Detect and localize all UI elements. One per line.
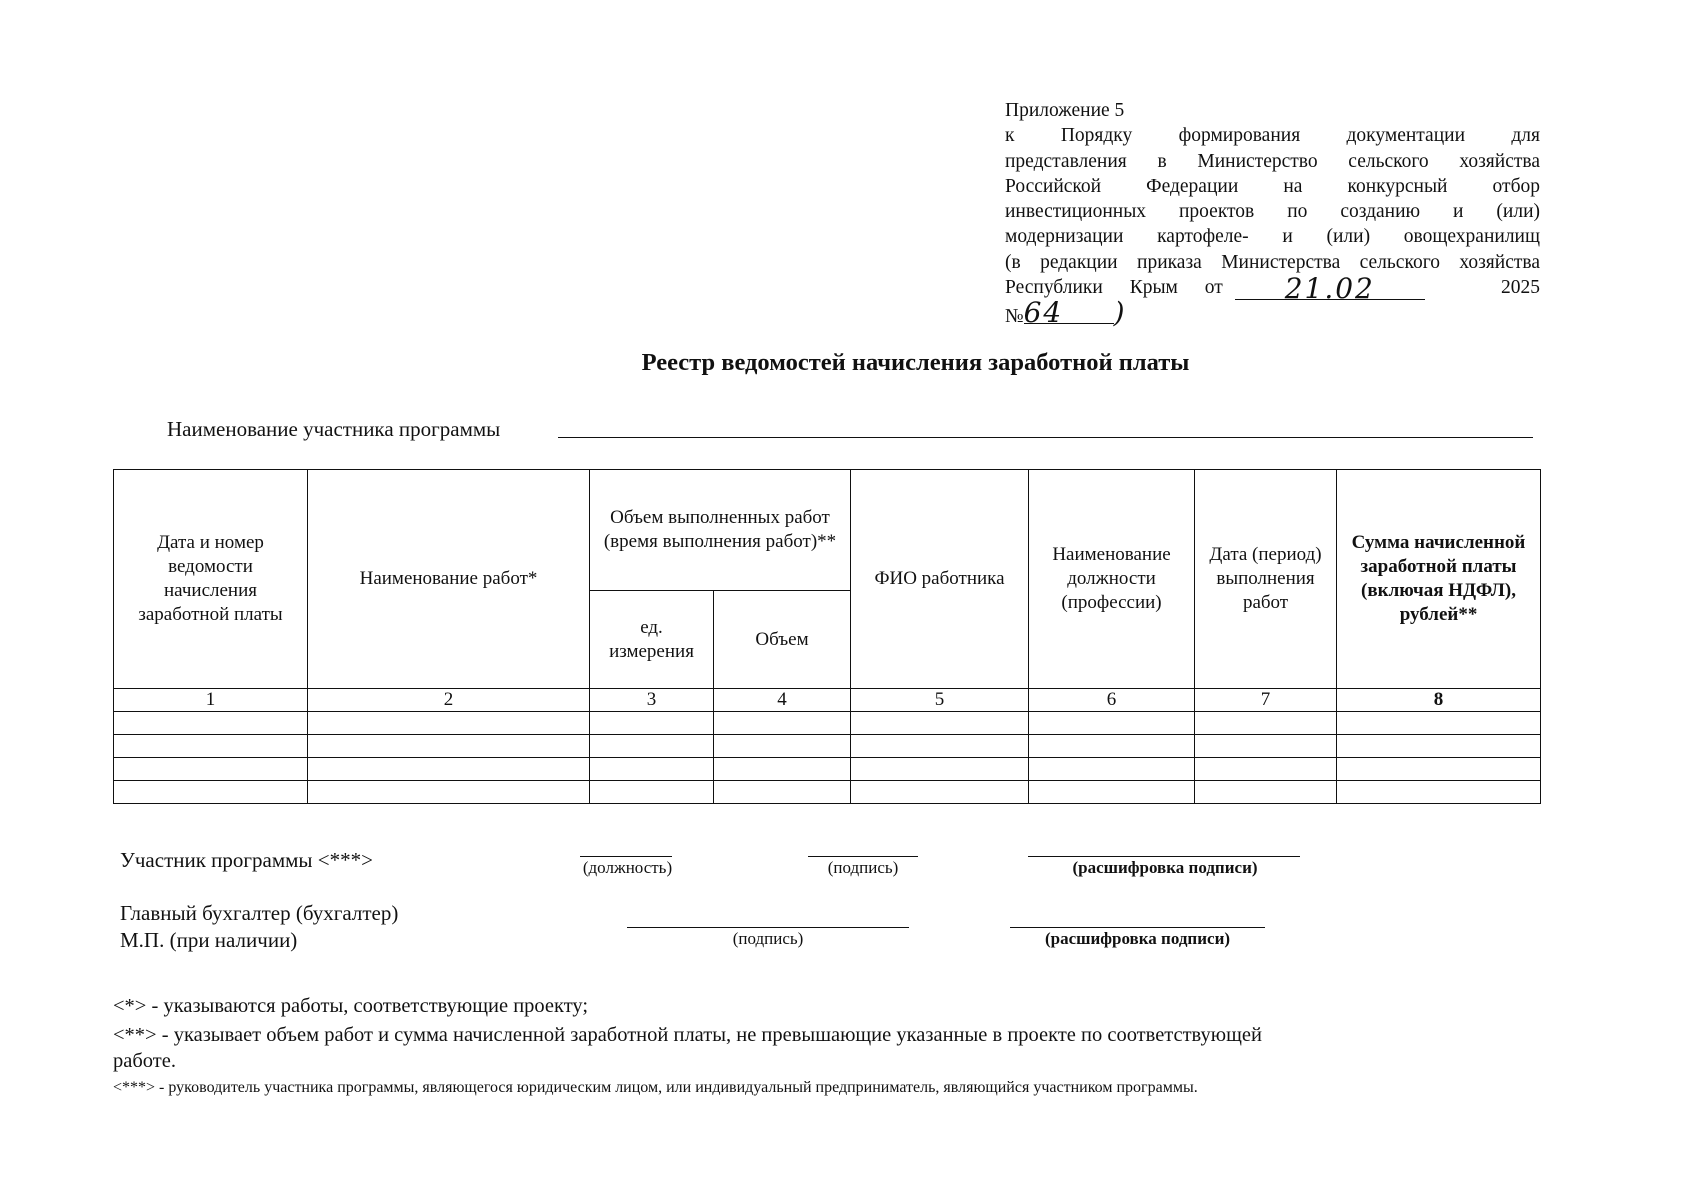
signature-decode-field[interactable]: [1028, 856, 1300, 857]
signature-field[interactable]: [808, 856, 918, 857]
column-number: 8: [1337, 689, 1541, 712]
footnote-2: [113, 1022, 1553, 1074]
table-cell[interactable]: [114, 735, 308, 758]
table-cell[interactable]: [1195, 735, 1337, 758]
participant-name-label: Наименование участника программы: [167, 417, 501, 441]
participant-name-field[interactable]: [558, 437, 1533, 438]
annex-line: Российской Федерации на конкурсный отбор: [1005, 175, 1540, 197]
table-cell[interactable]: [1337, 758, 1541, 781]
table-row: [114, 735, 1541, 758]
number-sign: №: [1005, 306, 1024, 328]
annex-line-prefix: Республики Крым от: [1005, 277, 1223, 299]
table-row: [114, 712, 1541, 735]
column-number: 3: [590, 689, 714, 712]
table-cell[interactable]: [851, 712, 1029, 735]
handwritten-number: 64: [1024, 303, 1114, 324]
table-cell[interactable]: [308, 781, 590, 804]
table-cell[interactable]: [1337, 781, 1541, 804]
header-work-name: Наименование работ*: [308, 470, 590, 689]
header-period: Дата (период) выполнения работ: [1195, 470, 1337, 689]
column-number: 2: [308, 689, 590, 712]
register-table: [113, 469, 1541, 804]
table-cell[interactable]: [114, 712, 308, 735]
header-work-volume: Объем выполненных работ (время выполнения работ)**: [590, 470, 851, 591]
annex-block: [1005, 98, 1540, 330]
table-cell[interactable]: [714, 735, 851, 758]
accountant-signature-field[interactable]: [627, 927, 909, 928]
header-salary-sum: Сумма начисленной заработной платы (включая НДФЛ), рублей**: [1337, 470, 1541, 689]
annex-line: инвестиционных проектов по созданию и (или): [1005, 201, 1540, 223]
table-cell[interactable]: [851, 781, 1029, 804]
participant-signature-label: Участник программы <***>: [120, 848, 373, 872]
table-cell[interactable]: [308, 735, 590, 758]
header-date-number: Дата и номер ведомости начисления заработной платы: [114, 470, 308, 689]
footnote-2-line2: работе.: [113, 1050, 176, 1072]
annex-line: (в редакции приказа Министерства сельского хозяйства: [1005, 251, 1540, 273]
column-number: 1: [114, 689, 308, 712]
position-field[interactable]: [580, 856, 672, 857]
table-cell[interactable]: [714, 781, 851, 804]
column-number: 4: [714, 689, 851, 712]
table-cell[interactable]: [1195, 758, 1337, 781]
header-unit: ед. измерения: [590, 591, 714, 689]
table-cell[interactable]: [590, 735, 714, 758]
annex-line: модернизации картофеле- и (или) овощехранилищ: [1005, 226, 1540, 248]
table-cell[interactable]: [1029, 735, 1195, 758]
stamp-label: М.П. (при наличии): [120, 928, 298, 952]
table-cell[interactable]: [590, 712, 714, 735]
footnote-1: <*> - указываются работы, соответствующие проекту;: [113, 995, 589, 1017]
column-numbers-row: [114, 689, 1541, 712]
signature-decode-caption: (расшифровка подписи): [1044, 929, 1231, 948]
table-cell[interactable]: [308, 758, 590, 781]
header-position: Наименование должности (профессии): [1029, 470, 1195, 689]
table-row: [114, 758, 1541, 781]
annex-date-line: [1005, 272, 1540, 306]
table-cell[interactable]: [1029, 781, 1195, 804]
column-number: 7: [1195, 689, 1337, 712]
table-cell[interactable]: [714, 712, 851, 735]
table-cell[interactable]: [1337, 712, 1541, 735]
annex-number-line: [1005, 296, 1540, 330]
table-cell[interactable]: [114, 781, 308, 804]
annex-line: представления в Министерство сельского хозяйства: [1005, 150, 1540, 172]
header-employee-name: ФИО работника: [851, 470, 1029, 689]
table-cell[interactable]: [1195, 781, 1337, 804]
table-cell[interactable]: [1195, 712, 1337, 735]
table-cell[interactable]: [1029, 712, 1195, 735]
footnote-2-line1: <**> - указывает объем работ и сумма начисленной заработной платы, не превышающие указанные в проекте по соответствующей: [113, 1024, 1262, 1046]
table-cell[interactable]: [1337, 735, 1541, 758]
signature-caption: (подпись): [732, 929, 804, 948]
annex-year: 2025: [1501, 277, 1540, 299]
footnote-3: <***> - руководитель участника программы, являющегося юридическим лицом, или индивидуальный предприниматель, являющийся участником программы.: [113, 1079, 1198, 1096]
column-number: 6: [1029, 689, 1195, 712]
annex-line: к Порядку формирования документации для: [1005, 125, 1540, 147]
table-cell[interactable]: [1029, 758, 1195, 781]
table-row: [114, 781, 1541, 804]
table-cell[interactable]: [714, 758, 851, 781]
position-caption: (должность): [582, 858, 673, 877]
annex-title: Приложение 5: [1005, 100, 1125, 121]
table-cell[interactable]: [851, 735, 1029, 758]
table-cell[interactable]: [308, 712, 590, 735]
table-cell[interactable]: [114, 758, 308, 781]
handwritten-paren: ): [1113, 296, 1127, 330]
table-cell[interactable]: [590, 758, 714, 781]
page-title: Реестр ведомостей начисления заработной платы: [641, 349, 1190, 376]
signature-decode-caption: (расшифровка подписи): [1072, 858, 1258, 877]
accountant-decode-field[interactable]: [1010, 927, 1265, 928]
header-volume: Объем: [714, 591, 851, 689]
table-cell[interactable]: [590, 781, 714, 804]
accountant-label: Главный бухгалтер (бухгалтер): [120, 901, 399, 925]
table-cell[interactable]: [851, 758, 1029, 781]
handwritten-date: 21.02: [1235, 279, 1425, 300]
column-number: 5: [851, 689, 1029, 712]
signature-caption: (подпись): [827, 858, 899, 877]
